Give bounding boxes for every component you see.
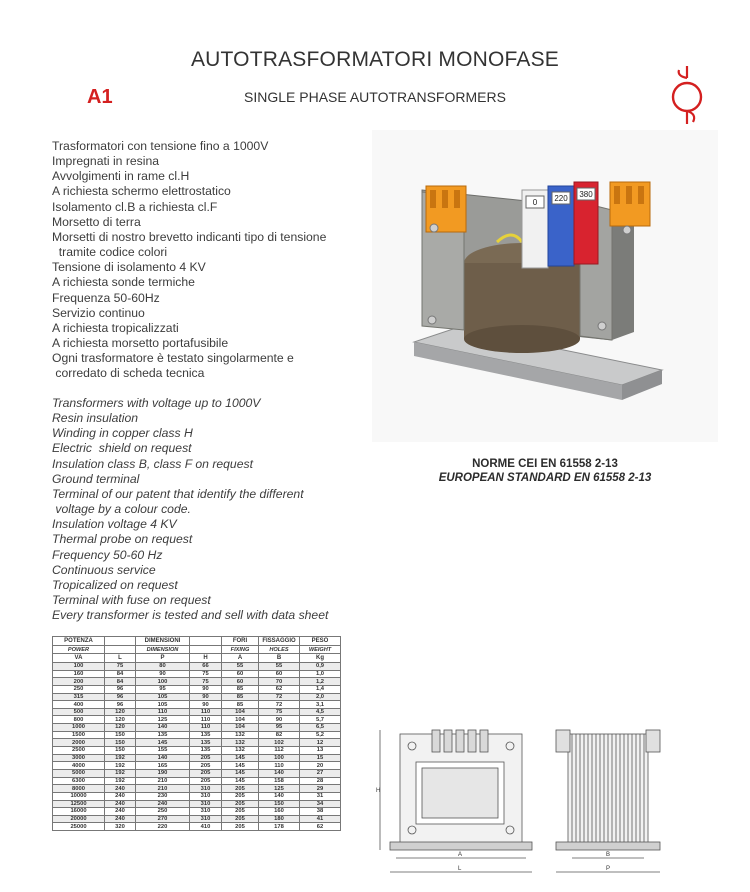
terminal-label: 220 <box>554 194 568 203</box>
table-cell: 178 <box>259 823 300 831</box>
table-cell: 60 <box>222 670 259 678</box>
table-cell: 125 <box>259 785 300 793</box>
feature-line: Resin insulation <box>52 411 139 426</box>
table-cell: 72 <box>259 693 300 701</box>
table-cell: DIMENSIONI <box>136 637 190 646</box>
table-cell: 10000 <box>53 792 105 800</box>
table-cell: B <box>259 654 300 663</box>
table-cell: PESO <box>300 637 341 646</box>
table-cell: 105 <box>136 693 190 701</box>
table-cell: 205 <box>222 823 259 831</box>
table-cell: 75 <box>259 708 300 716</box>
table-row <box>53 724 341 732</box>
table-cell: 62 <box>300 823 341 831</box>
table-cell: 12500 <box>53 800 105 808</box>
table-cell: 85 <box>222 693 259 701</box>
page-subtitle: SINGLE PHASE AUTOTRANSFORMERS <box>244 89 506 105</box>
table-cell: 205 <box>222 800 259 808</box>
table-cell: 270 <box>136 815 190 823</box>
table-cell: 4,5 <box>300 708 341 716</box>
table-cell: 145 <box>222 777 259 785</box>
table-cell: 75 <box>105 663 136 671</box>
table-cell: 135 <box>190 731 222 739</box>
table-cell: 158 <box>259 777 300 785</box>
table-cell: 240 <box>105 808 136 816</box>
table-cell <box>105 646 136 654</box>
table-cell: 160 <box>259 808 300 816</box>
table-cell: 85 <box>222 685 259 693</box>
table-cell: 140 <box>136 724 190 732</box>
table-cell: 29 <box>300 785 341 793</box>
table-cell: 205 <box>190 762 222 770</box>
table-cell: 100 <box>53 663 105 671</box>
table-cell: 145 <box>136 739 190 747</box>
norms-english: EUROPEAN STANDARD EN 61558 2-13 <box>438 471 652 484</box>
table-row <box>53 708 341 716</box>
feature-line: Insulation voltage 4 KV <box>52 517 177 532</box>
front-view-drawing <box>380 730 532 872</box>
table-cell: 60 <box>259 670 300 678</box>
feature-line: Frequency 50-60 Hz <box>52 547 163 562</box>
table-cell: P <box>136 654 190 663</box>
table-cell: 315 <box>53 693 105 701</box>
table-row <box>53 693 341 701</box>
table-cell: 5,2 <box>300 731 341 739</box>
table-header-row <box>53 654 341 663</box>
table-cell: 6300 <box>53 777 105 785</box>
table-cell: 4000 <box>53 762 105 770</box>
table-cell: 145 <box>222 769 259 777</box>
table-cell: 0,9 <box>300 663 341 671</box>
table-row <box>53 815 341 823</box>
table-cell: 150 <box>105 731 136 739</box>
spec-table <box>52 636 341 831</box>
table-cell: 310 <box>190 792 222 800</box>
dim-label-l: L <box>458 866 462 872</box>
table-cell: 31 <box>300 792 341 800</box>
table-cell: 12 <box>300 739 341 747</box>
feature-line: Thermal probe on request <box>52 532 193 547</box>
table-cell: 410 <box>190 823 222 831</box>
table-cell: 310 <box>190 815 222 823</box>
table-cell: 150 <box>105 739 136 747</box>
table-cell: A <box>222 654 259 663</box>
table-row <box>53 792 341 800</box>
table-cell: 90 <box>190 701 222 709</box>
table-cell: 135 <box>136 731 190 739</box>
table-cell: 310 <box>190 785 222 793</box>
feature-line: Electric shield on request <box>52 441 192 456</box>
table-cell: 210 <box>136 777 190 785</box>
table-cell: 38 <box>300 808 341 816</box>
norms-block <box>400 458 690 485</box>
side-view-drawing <box>556 730 660 872</box>
table-cell: L <box>105 654 136 663</box>
table-cell: 1000 <box>53 724 105 732</box>
table-cell: 80 <box>136 663 190 671</box>
table-cell: 500 <box>53 708 105 716</box>
table-cell: 70 <box>259 678 300 686</box>
table-cell: 140 <box>136 754 190 762</box>
table-cell: 120 <box>105 716 136 724</box>
table-row <box>53 800 341 808</box>
table-cell: 125 <box>136 716 190 724</box>
feature-line: A richiesta morsetto portafusibile <box>52 336 229 351</box>
feature-line: Tropicalized on request <box>52 577 178 592</box>
table-cell: 110 <box>190 724 222 732</box>
table-cell: 120 <box>105 724 136 732</box>
table-cell: 84 <box>105 670 136 678</box>
table-cell: 1500 <box>53 731 105 739</box>
table-row <box>53 762 341 770</box>
table-row <box>53 823 341 831</box>
table-cell: 230 <box>136 792 190 800</box>
table-cell: 1,0 <box>300 670 341 678</box>
table-cell: 120 <box>105 708 136 716</box>
table-cell: 205 <box>222 815 259 823</box>
table-cell: 205 <box>222 808 259 816</box>
table-cell: 192 <box>105 769 136 777</box>
feature-line: Impregnati in resina <box>52 154 160 169</box>
feature-line: Insulation class B, class F on request <box>52 456 253 471</box>
table-cell: 104 <box>222 708 259 716</box>
table-cell: 110 <box>190 708 222 716</box>
table-cell: 110 <box>190 716 222 724</box>
feature-line: Terminal with fuse on request <box>52 593 211 608</box>
table-cell: 400 <box>53 701 105 709</box>
feature-line: Frequenza 50-60Hz <box>52 290 160 305</box>
table-cell: 240 <box>105 815 136 823</box>
table-cell: 13 <box>300 747 341 755</box>
table-row <box>53 777 341 785</box>
table-cell: 95 <box>136 685 190 693</box>
table-cell: 15 <box>300 754 341 762</box>
table-cell: 95 <box>259 724 300 732</box>
feature-line: Ground terminal <box>52 471 140 486</box>
table-cell: 55 <box>259 663 300 671</box>
table-cell: H <box>190 654 222 663</box>
feature-line: Morsetto di terra <box>52 214 141 229</box>
table-cell: 6,5 <box>300 724 341 732</box>
feature-line: Morsetti di nostro brevetto indicanti tipo di tensione <box>52 229 327 244</box>
table-row <box>53 685 341 693</box>
table-cell <box>190 637 222 646</box>
table-cell: 100 <box>136 678 190 686</box>
table-cell: 240 <box>105 792 136 800</box>
table-cell <box>105 637 136 646</box>
table-cell: 62 <box>259 685 300 693</box>
table-cell: 34 <box>300 800 341 808</box>
page-title: AUTOTRASFORMATORI MONOFASE <box>190 48 560 71</box>
table-cell: 82 <box>259 731 300 739</box>
table-row <box>53 670 341 678</box>
table-cell: 135 <box>190 739 222 747</box>
table-row <box>53 701 341 709</box>
feature-line: Ogni trasformatore è testato singolarmente e <box>52 351 294 366</box>
table-cell: 75 <box>190 678 222 686</box>
table-cell: 104 <box>222 724 259 732</box>
table-cell: 66 <box>190 663 222 671</box>
table-cell: 192 <box>105 777 136 785</box>
table-cell: 320 <box>105 823 136 831</box>
table-cell: FORI <box>222 637 259 646</box>
table-row <box>53 769 341 777</box>
table-cell: 150 <box>105 747 136 755</box>
table-cell: 5000 <box>53 769 105 777</box>
table-cell: 135 <box>190 747 222 755</box>
table-cell: 192 <box>105 754 136 762</box>
features-english <box>52 396 372 623</box>
feature-line: Trasformatori con tensione fino a 1000V <box>52 139 269 153</box>
table-cell: 2500 <box>53 747 105 755</box>
feature-line: Continuous service <box>52 562 156 577</box>
table-cell: 102 <box>259 739 300 747</box>
table-cell: 90 <box>190 685 222 693</box>
table-cell: 205 <box>222 792 259 800</box>
table-row <box>53 678 341 686</box>
table-cell: 41 <box>300 815 341 823</box>
table-cell: Kg <box>300 654 341 663</box>
table-cell: 105 <box>136 701 190 709</box>
table-cell: 180 <box>259 815 300 823</box>
table-cell: 1,2 <box>300 678 341 686</box>
table-cell: 84 <box>105 678 136 686</box>
feature-line: tramite codice colori <box>52 245 168 260</box>
table-cell: WEIGHT <box>300 646 341 654</box>
table-cell: 800 <box>53 716 105 724</box>
table-cell: FISSAGGIO <box>259 637 300 646</box>
table-cell: HOLES <box>259 646 300 654</box>
table-cell: 190 <box>136 769 190 777</box>
terminal-label: 380 <box>579 190 593 199</box>
table-cell: 96 <box>105 701 136 709</box>
table-row <box>53 747 341 755</box>
table-row <box>53 754 341 762</box>
table-cell: 165 <box>136 762 190 770</box>
table-cell: 132 <box>222 731 259 739</box>
table-row <box>53 731 341 739</box>
dim-label-h: H <box>376 788 381 794</box>
table-cell: 132 <box>222 739 259 747</box>
feature-line: Terminal of our patent that identify the different <box>52 486 304 501</box>
table-cell: 160 <box>53 670 105 678</box>
table-cell: 3000 <box>53 754 105 762</box>
table-cell: 145 <box>222 754 259 762</box>
table-header-row <box>53 646 341 654</box>
transformer-photo <box>372 130 718 442</box>
table-cell: POWER <box>53 646 105 654</box>
features-italian <box>52 139 372 382</box>
autotransformer-symbol-icon <box>667 64 705 126</box>
table-cell: 5,7 <box>300 716 341 724</box>
feature-line: corredato di scheda tecnica <box>52 366 205 381</box>
table-cell: 60 <box>222 678 259 686</box>
feature-line: Transformers with voltage up to 1000V <box>52 396 261 410</box>
feature-line: Winding in copper class H <box>52 426 193 441</box>
table-cell: 27 <box>300 769 341 777</box>
dim-label-a: A <box>458 852 463 858</box>
dimension-drawings <box>372 722 702 882</box>
table-cell: 2000 <box>53 739 105 747</box>
table-cell: 90 <box>259 716 300 724</box>
table-cell: 75 <box>190 670 222 678</box>
table-cell: 205 <box>190 769 222 777</box>
table-cell: 205 <box>190 754 222 762</box>
table-cell: 90 <box>190 693 222 701</box>
feature-line: Every transformer is tested and sell with data sheet <box>52 608 329 623</box>
table-cell: 310 <box>190 808 222 816</box>
table-row <box>53 663 341 671</box>
table-cell: 205 <box>222 785 259 793</box>
terminal-label: 0 <box>532 198 538 207</box>
table-cell: 140 <box>259 792 300 800</box>
table-cell: 205 <box>190 777 222 785</box>
table-cell: 16000 <box>53 808 105 816</box>
table-row <box>53 808 341 816</box>
table-cell: 145 <box>222 762 259 770</box>
table-cell: 28 <box>300 777 341 785</box>
table-cell: 85 <box>222 701 259 709</box>
table-cell: 3,1 <box>300 701 341 709</box>
norms-italian: NORME CEI EN 61558 2-13 <box>472 458 618 470</box>
table-row <box>53 785 341 793</box>
feature-line: Tensione di isolamento 4 KV <box>52 260 206 275</box>
table-cell: 110 <box>259 762 300 770</box>
feature-line: voltage by a colour code. <box>52 502 191 517</box>
table-row <box>53 739 341 747</box>
table-cell: VA <box>53 654 105 663</box>
table-cell: 8000 <box>53 785 105 793</box>
table-cell: 210 <box>136 785 190 793</box>
table-cell: 20000 <box>53 815 105 823</box>
table-cell: 2,0 <box>300 693 341 701</box>
feature-line: A richiesta tropicalizzati <box>52 320 179 335</box>
table-cell: 250 <box>136 808 190 816</box>
table-cell: 104 <box>222 716 259 724</box>
dim-label-b: B <box>606 852 611 858</box>
table-cell: 1,4 <box>300 685 341 693</box>
dim-label-p: P <box>606 866 611 872</box>
table-cell: 240 <box>136 800 190 808</box>
table-cell: 96 <box>105 685 136 693</box>
table-cell: 200 <box>53 678 105 686</box>
table-cell: DIMENSION <box>136 646 190 654</box>
table-cell: 240 <box>105 785 136 793</box>
feature-line: A richiesta schermo elettrostatico <box>52 184 231 199</box>
table-cell: 220 <box>136 823 190 831</box>
table-cell: 240 <box>105 800 136 808</box>
table-cell: 100 <box>259 754 300 762</box>
table-cell <box>190 646 222 654</box>
table-cell: 110 <box>136 708 190 716</box>
feature-line: Avvolgimenti in rame cl.H <box>52 169 190 184</box>
table-cell: 140 <box>259 769 300 777</box>
table-cell: POTENZA <box>53 637 105 646</box>
table-cell: 25000 <box>53 823 105 831</box>
table-row <box>53 716 341 724</box>
table-cell: 132 <box>222 747 259 755</box>
table-cell: 310 <box>190 800 222 808</box>
table-cell: FIXING <box>222 646 259 654</box>
table-cell: 192 <box>105 762 136 770</box>
feature-line: Servizio continuo <box>52 305 145 320</box>
table-cell: 155 <box>136 747 190 755</box>
product-code: A1 <box>87 86 113 108</box>
table-cell: 96 <box>105 693 136 701</box>
feature-line: Isolamento cl.B a richiesta cl.F <box>52 199 218 214</box>
table-cell: 20 <box>300 762 341 770</box>
table-header-row <box>53 637 341 646</box>
table-cell: 55 <box>222 663 259 671</box>
table-cell: 250 <box>53 685 105 693</box>
table-cell: 112 <box>259 747 300 755</box>
table-cell: 150 <box>259 800 300 808</box>
feature-line: A richiesta sonde termiche <box>52 275 195 290</box>
table-cell: 90 <box>136 670 190 678</box>
table-cell: 72 <box>259 701 300 709</box>
